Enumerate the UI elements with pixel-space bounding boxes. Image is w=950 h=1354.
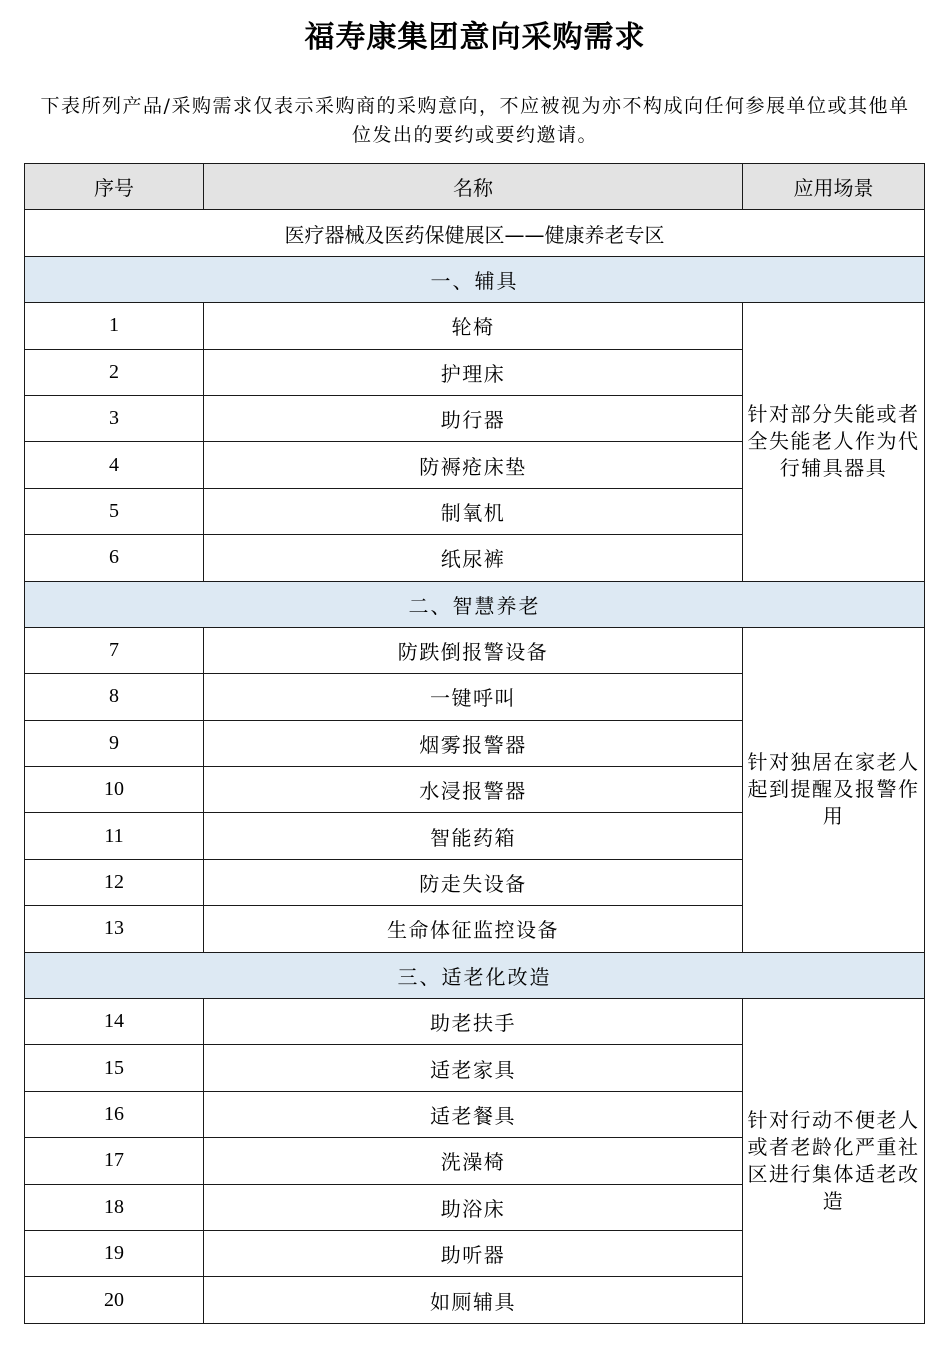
section-row [25, 581, 925, 627]
item-number: 8 [25, 674, 204, 720]
table-body [25, 210, 925, 1323]
section-title: 二、智慧养老 [25, 581, 925, 627]
item-number: 15 [25, 1045, 204, 1091]
zone-row [25, 210, 925, 256]
item-number: 13 [25, 906, 204, 952]
table-header-row [25, 164, 925, 210]
item-name: 适老餐具 [204, 1091, 743, 1137]
item-name: 水浸报警器 [204, 767, 743, 813]
item-number: 12 [25, 859, 204, 905]
item-number: 3 [25, 395, 204, 441]
item-number: 11 [25, 813, 204, 859]
table-row [25, 303, 925, 349]
item-number: 18 [25, 1184, 204, 1230]
item-name: 助浴床 [204, 1184, 743, 1230]
item-number: 16 [25, 1091, 204, 1137]
table-row [25, 627, 925, 673]
exhibition-zone: 医疗器械及医药保健展区——健康养老专区 [25, 210, 925, 256]
item-name: 助行器 [204, 395, 743, 441]
item-number: 1 [25, 303, 204, 349]
header-name: 名称 [204, 164, 743, 210]
item-name: 护理床 [204, 349, 743, 395]
application-scenario: 针对部分失能或者全失能老人作为代行辅具器具 [743, 303, 925, 581]
item-number: 6 [25, 535, 204, 581]
item-name: 如厕辅具 [204, 1277, 743, 1323]
item-name: 助老扶手 [204, 999, 743, 1045]
item-number: 2 [25, 349, 204, 395]
application-scenario: 针对独居在家老人起到提醒及报警作用 [743, 627, 925, 952]
item-name: 纸尿裤 [204, 535, 743, 581]
item-name: 适老家具 [204, 1045, 743, 1091]
item-name: 智能药箱 [204, 813, 743, 859]
header-application-scenario: 应用场景 [743, 164, 925, 210]
section-row [25, 952, 925, 998]
item-name: 洗澡椅 [204, 1138, 743, 1184]
header-serial-number: 序号 [25, 164, 204, 210]
item-number: 7 [25, 627, 204, 673]
item-number: 19 [25, 1230, 204, 1276]
item-name: 烟雾报警器 [204, 720, 743, 766]
item-name: 轮椅 [204, 303, 743, 349]
item-number: 10 [25, 767, 204, 813]
item-name: 防走失设备 [204, 859, 743, 905]
item-number: 5 [25, 488, 204, 534]
application-scenario: 针对行动不便老人或者老龄化严重社区进行集体适老改造 [743, 999, 925, 1324]
item-number: 20 [25, 1277, 204, 1323]
item-number: 9 [25, 720, 204, 766]
item-name: 防跌倒报警设备 [204, 627, 743, 673]
item-name: 防褥疮床垫 [204, 442, 743, 488]
procurement-table [24, 163, 925, 1324]
item-name: 一键呼叫 [204, 674, 743, 720]
item-name: 制氧机 [204, 488, 743, 534]
item-number: 17 [25, 1138, 204, 1184]
item-name: 生命体征监控设备 [204, 906, 743, 952]
item-number: 14 [25, 999, 204, 1045]
item-number: 4 [25, 442, 204, 488]
disclaimer-notice: 下表所列产品/采购需求仅表示采购商的采购意向，不应被视为亦不构成向任何参展单位或其他单位发出的要约或要约邀请。 [40, 95, 910, 146]
section-title: 一、辅具 [25, 256, 925, 302]
item-name: 助听器 [204, 1230, 743, 1276]
table-row [25, 999, 925, 1045]
section-title: 三、适老化改造 [25, 952, 925, 998]
page-title: 福寿康集团意向采购需求 [304, 20, 646, 55]
section-row [25, 256, 925, 302]
